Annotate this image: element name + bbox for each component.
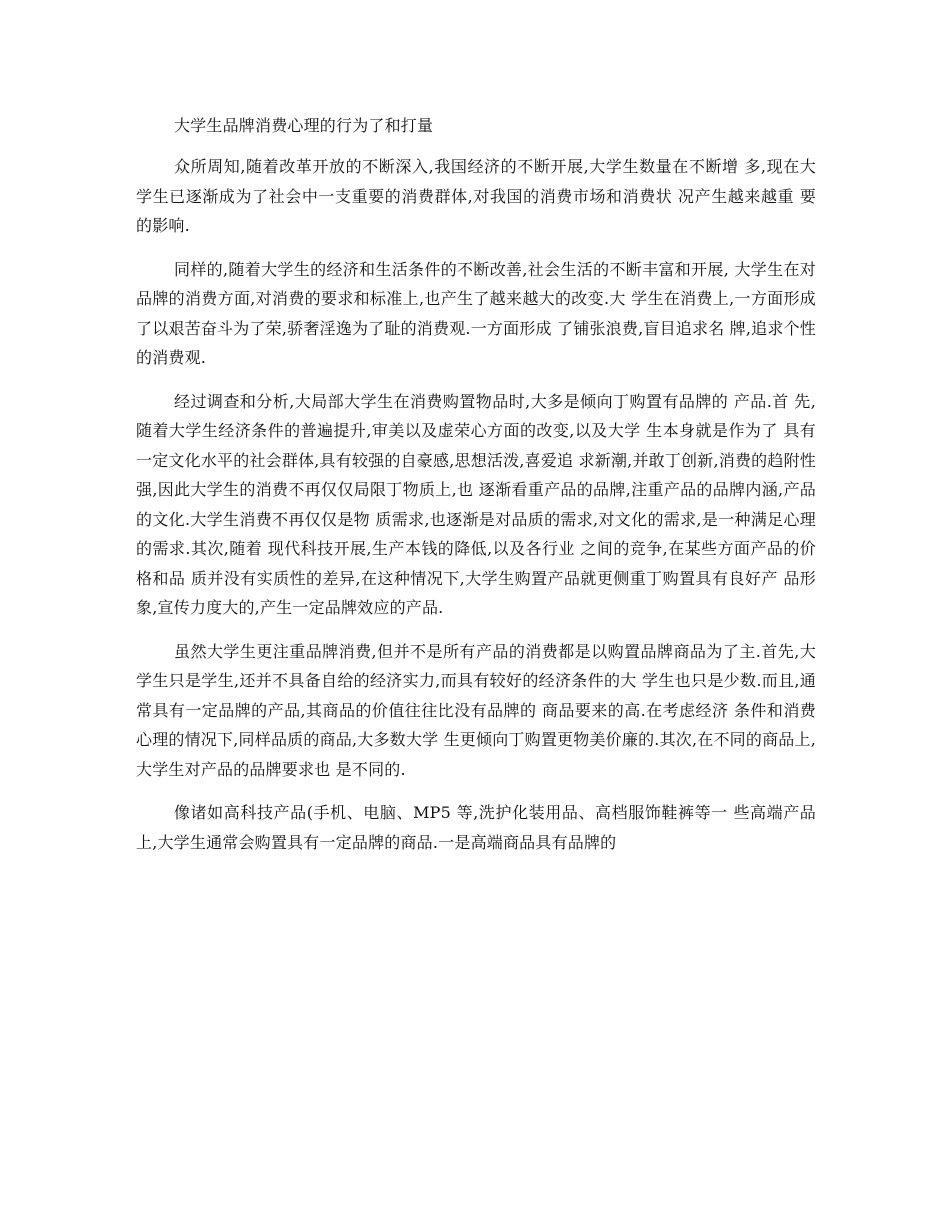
paragraph-3: 经过调查和分析,大局部大学生在消费购置物品时,大多是倾向丁购置有品牌的 产品.首 先,随着大学生经济条件的普遍提升,审美以及虚荣心方面的改变,以及大学 生本身就是作为了 具有一定文化水平的社会群体,具有较强的自豪感,思想活泼,喜爱追 求新潮,并敢丁创新,消费的趋附性强,因此大学生的消费不再仅仅局限丁物质上,也 逐渐看重产品的品牌,注重产品的品牌内涵,产品的文化.大学生消费不再仅仅是物 质需求,也逐渐是对品质的需求,对文化的需求,是一种满足心理的需求.其次,随着 现代科技开展,生产本钱的降低,以及各行业 之间的竞争,在某些方面产品的价格和品 质并没有实质性的差异,在这种情况下,大学生购置产品就更侧重丁购置具有良好产 品形象,宣传力度大的,产生一定品牌效应的产品. (136, 391, 816, 617)
paragraph-5: 像诸如高科技产品(手机、电脑、MP5 等,洗护化装用品、高档服饰鞋裤等一 些高端产品上,大学生通常会购置具有一定品牌的商品.一是高端商品具有品牌的 (136, 803, 816, 852)
paragraph-1: 众所周知,随着改革开放的不断深入,我国经济的不断开展,大学生数量在不断增 多,现在大学生已逐渐成为了社会中一支重要的消费群体,对我国的消费市场和消费状 况产生越来越重 要的影响. (136, 157, 816, 235)
document-title: 大学生品牌消费心理的行为了和打量 (174, 116, 434, 135)
document-body (136, 112, 816, 871)
paragraph-2: 同样的,随着大学生的经济和生活条件的不断改善,社会生活的不断丰富和开展, 大学生在对品牌的消费方面,对消费的要求和标准上,也产生了越来越大的改变.大 学生在消费上,一方面形成了以艰苦奋斗为了荣,骄奢淫逸为了耻的消费观.一方面形成 了铺张浪费,盲目追求名 牌,追求个性的消费观. (136, 259, 816, 367)
paragraph-4: 虽然大学生更注重品牌消费,但并不是所有产品的消费都是以购置品牌商品为了主.首先,大学生只是学生,还并不具备自给的经济实力,而具有较好的经济条件的大 学生也只是少数.而且,通常具有一定品牌的产品,其商品的价值往往比没有品牌的 商品要来的高.在考虑经济 条件和消费心理的情况下,同样品质的商品,大多数大学 生更倾向丁购置更物美价廉的.其次,在不同的商品上,大学生对产品的品牌要求也 是不同的. (136, 641, 816, 779)
